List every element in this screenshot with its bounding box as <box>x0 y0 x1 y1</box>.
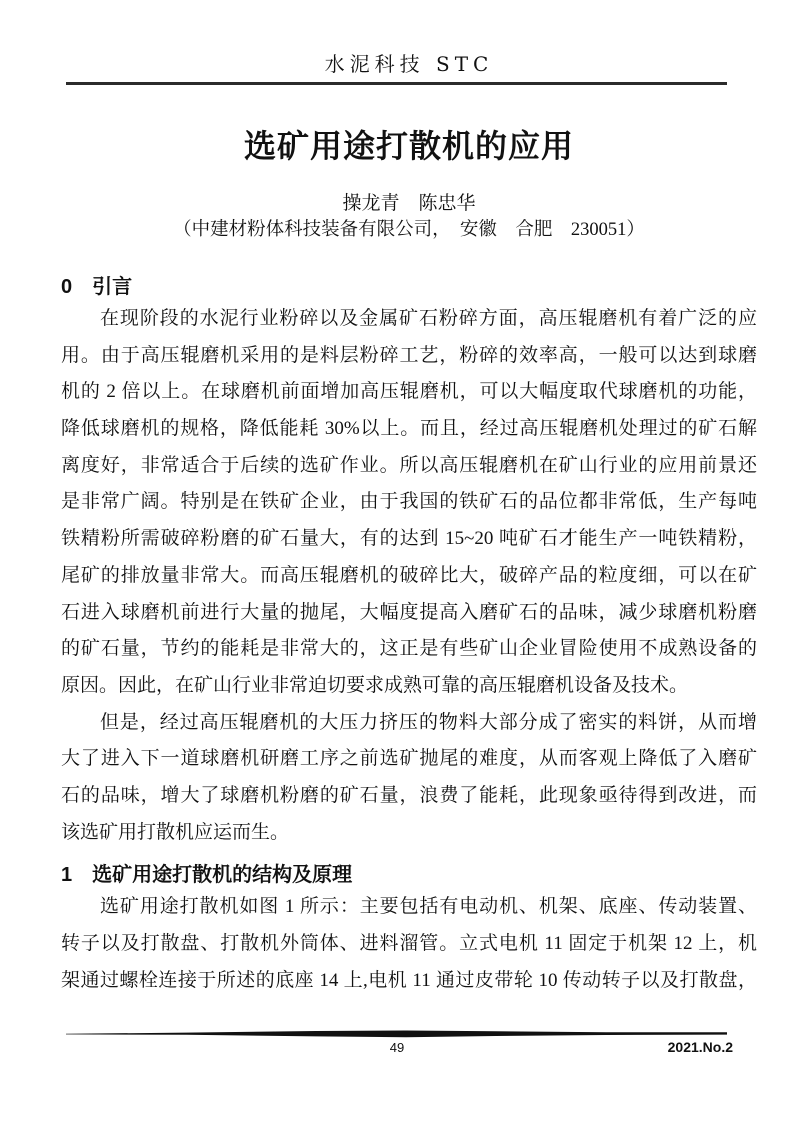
issue-number: 2021.No.2 <box>667 1039 733 1055</box>
body-line: 在现阶段的水泥行业粉碎以及金属矿石粉碎方面，高压辊磨机有着广泛的应 <box>100 308 757 329</box>
body-line: 机的 2 倍以上。在球磨机前面增加高压辊磨机，可以大幅度取代球磨机的功能， <box>61 381 757 403</box>
body-line: 原因。因此，在矿山行业非常迫切要求成熟可靠的高压辊磨机设备及技术。 <box>61 674 689 696</box>
journal-title: 水泥科技 STC <box>324 52 494 76</box>
body-line: 大了进入下一道球磨机研磨工序之前选矿抛尾的难度，从而客观上降低了入磨矿 <box>61 748 757 770</box>
body-line: 架通过螺栓连接于所述的底座 14 上,电机 11 通过皮带轮 10 传动转子以及打散盘， <box>61 969 757 991</box>
body-line: 的矿石量，节约的能耗是非常大的，这正是有些矿山企业冒险使用不成熟设备的 <box>61 638 757 660</box>
body-line: 该选矿用打散机应运而生。 <box>61 821 290 843</box>
article-body <box>61 273 757 999</box>
footer-divider <box>66 1030 727 1038</box>
page-number: 49 <box>389 1040 405 1055</box>
paragraph <box>61 301 757 705</box>
body-line: 离度好，非常适合于后续的选矿作业。所以高压辊磨机在矿山行业的应用前景还 <box>61 454 757 476</box>
body-line: 但是，经过高压辊磨机的大压力挤压的物料大部分成了密实的料饼，从而增 <box>100 711 757 733</box>
body-line: 尾矿的排放量非常大。而高压辊磨机的破碎比大，破碎产品的粒度细，可以在矿 <box>61 564 757 586</box>
body-line: 石进入球磨机前进行大量的抛尾，大幅度提高入磨矿石的品味，减少球磨机粉磨 <box>61 601 757 623</box>
body-line: 用。由于高压辊磨机采用的是料层粉碎工艺，粉碎的效率高，一般可以达到球磨 <box>61 344 757 366</box>
body-line: 转子以及打散盘、打散机外筒体、进料溜管。立式电机 11 固定于机架 12 上，机 <box>61 933 757 954</box>
article-title: 选矿用途打散机的应用 <box>243 128 574 164</box>
article-affiliation: （中建材粉体科技装备有限公司， 安徽 合肥 230051） <box>173 220 645 240</box>
body-line: 是非常广阔。特别是在铁矿企业，由于我国的铁矿石的品位都非常低，生产每吨 <box>61 491 757 513</box>
section-heading: 0 引言 <box>61 276 133 298</box>
body-line: 铁精粉所需破碎粉磨的矿石量大，有的达到 15~20 吨矿石才能生产一吨铁精粉， <box>61 528 757 550</box>
section-heading: 1 选矿用途打散机的结构及原理 <box>61 864 353 887</box>
paragraph <box>61 705 757 852</box>
article-authors: 操龙青 陈忠华 <box>342 193 476 214</box>
paragraph <box>61 889 757 999</box>
article <box>61 0 757 999</box>
body-line: 降低球磨机的规格，降低能耗 30%以上。而且，经过高压辊磨机处理过的矿石解 <box>61 418 757 440</box>
body-line: 选矿用途打散机如图 1 所示：主要包括有电动机、机架、底座、传动装置、 <box>100 896 757 918</box>
body-line: 石的品味，增大了球磨机粉磨的矿石量，浪费了能耗，此现象亟待得到改进，而 <box>61 784 757 806</box>
